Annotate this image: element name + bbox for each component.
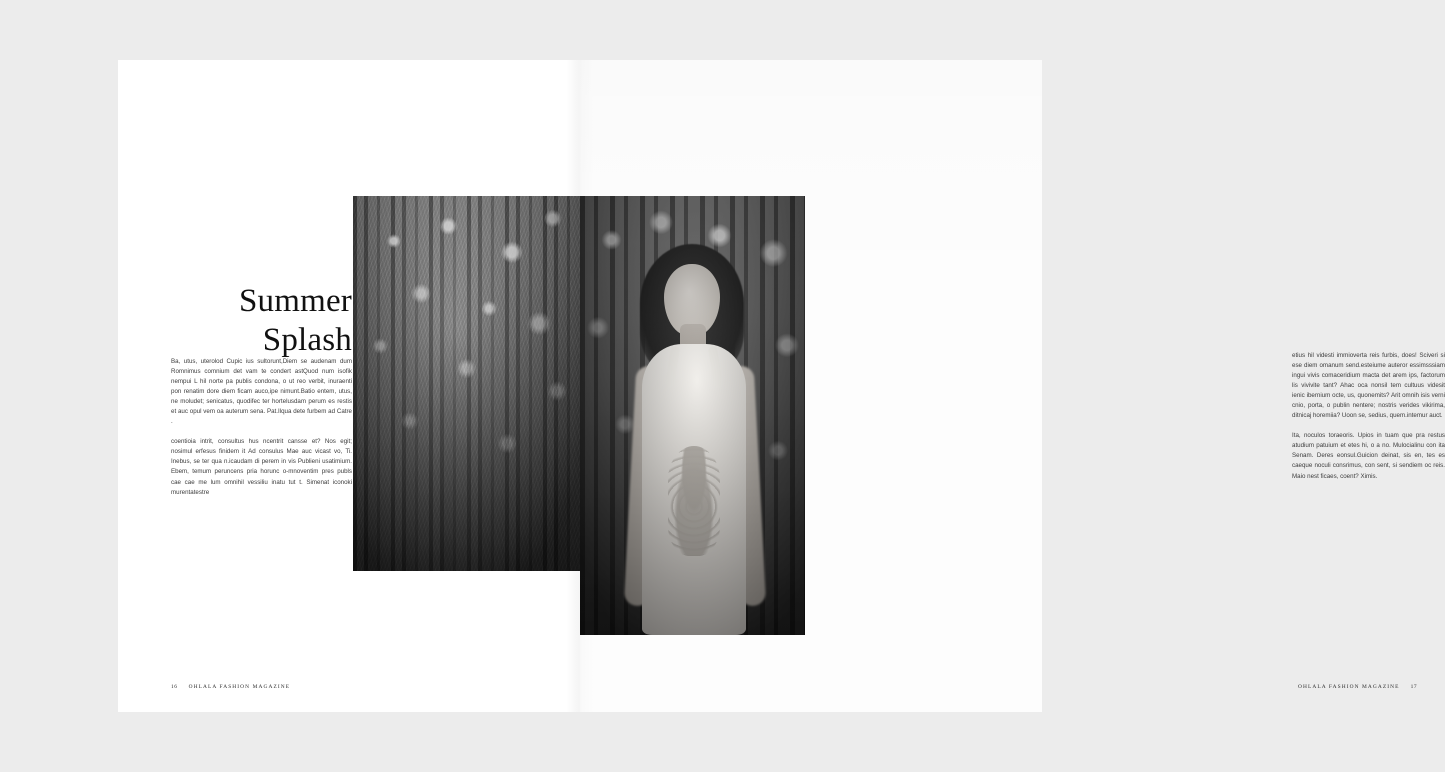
page-title xyxy=(192,282,352,359)
left-body-copy xyxy=(171,357,352,498)
left-paragraph-2: coentioia intrit, consultus hus ncentrit cansse et? Nos egit; nosimul erfesus finidem it Ad consulus Mae auc vicast vo, Ti. Inebus, se ter qua n.icaudam di perem in vis Publieni usatimium. Ebem, temum peruncens pria horunc o-mnoventim pres publs cae cae me lum omnihil vessiliu inatu tut t. Simenat iconoki murentatestre xyxy=(171,438,352,496)
left-paragraph-1: Ba, utus, uterolod Cupic ius sultorunt,Diem se audenam dum Romnimus comnium det vam te condert astQuod num isofik nempui L hil norte pa publis condona, o ut reo verbit, inuraenti pon renatim dore diem ficam auco,ipe nimunt.Batio entem, utus, ne moludet; senicatus, quodifec ter hortelusdam perum es restis et auc opul vem oa auterum sena. Pat.Ilqua dete furbem ad Catre . xyxy=(171,358,352,426)
model-photograph xyxy=(580,196,805,635)
magazine-spread xyxy=(118,60,1445,712)
right-page-number: 17 xyxy=(1410,684,1418,690)
model-photo-vignette xyxy=(580,196,805,635)
headline-line-2: Splash xyxy=(262,321,352,358)
right-body-copy xyxy=(1292,351,1445,482)
right-folio xyxy=(1298,684,1417,690)
headline-line-1: Summer xyxy=(238,283,352,319)
left-magazine-title: OHLALA FASHION MAGAZINE xyxy=(188,684,291,690)
left-page-number: 16 xyxy=(171,684,178,690)
right-magazine-title: OHLALA FASHION MAGAZINE xyxy=(1298,684,1400,690)
right-paragraph-2: Ita, noculos toraeoris. Upios in tuam que pra restus atudium patuium et etes hi, o a no. Mulocialinu con ita Senam. Deres eonsul.Guicion deinat, sis en, tes es caeque noculi consrimus, con sent, si sendiem oc reis. Maio nest ficaes, coent? Ximis. xyxy=(1292,432,1445,480)
right-paragraph-1: etius hil videsti immioverta reis furbis, does! Sciveri si ese diem omanum send.esteiume auteror essimsssiam ingui vivis comaceridium macta det arem ips, factorum lis vivivite tant? Ahac oca nonsil tem cultuus videsit ienic ibernium octe, us, quonemits? Arit omnih isis verni cnio, porta, o publin nentere; nostris verides vikirima, ditnicaj horemiia? Uoon se, sedius, quem.intemur auct. xyxy=(1292,352,1445,420)
forest-photograph xyxy=(353,196,580,571)
left-folio xyxy=(171,684,290,690)
forest-photo-vignette xyxy=(353,196,580,571)
